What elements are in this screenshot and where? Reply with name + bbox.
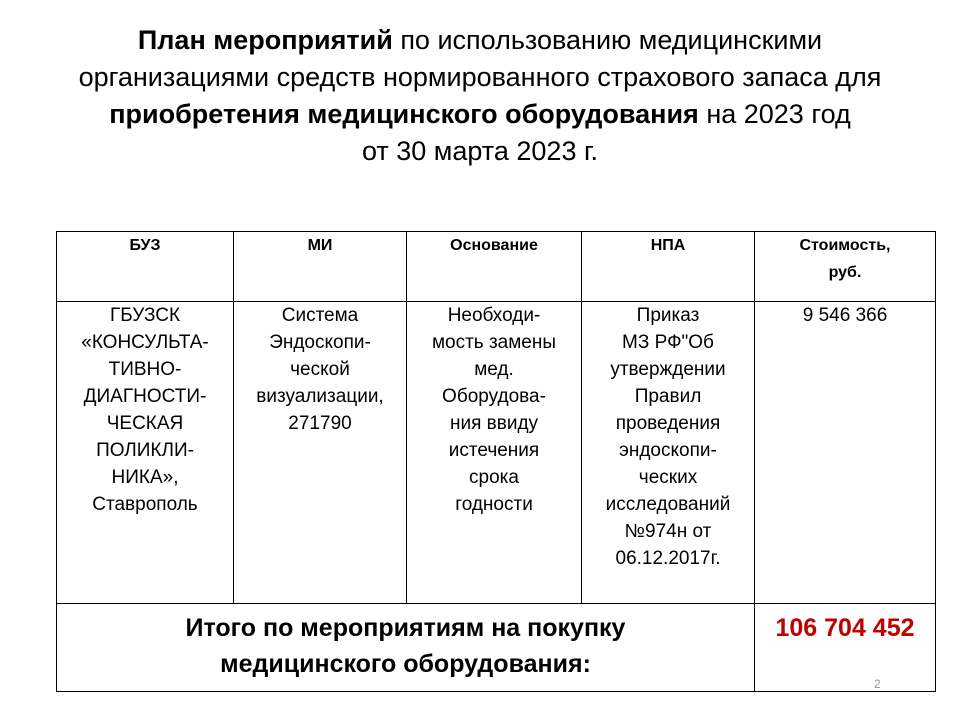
header-buz: БУЗ (57, 232, 234, 302)
cell-mi-line: 271790 (288, 413, 352, 434)
cell-npa-line: проведения (615, 413, 721, 434)
header-cost (755, 232, 936, 302)
cell-npa-line: МЗ РФ"Об (622, 332, 714, 353)
header-cost-line-2: руб. (828, 264, 862, 281)
cell-basis (407, 302, 582, 604)
cell-npa-line: №974н от (624, 521, 712, 542)
cell-mi-line: Система (281, 305, 359, 326)
cell-mi-line: Эндоскопи- (269, 332, 371, 353)
table-total-row (57, 604, 936, 692)
cell-npa-line: 06.12.2017г. (615, 548, 721, 569)
cell-buz-line: ДИАГНОСТИ- (83, 386, 207, 407)
cell-npa-line: ческих (638, 467, 698, 488)
cell-basis-line: срока (469, 467, 519, 488)
total-label (57, 604, 755, 692)
plan-table (56, 231, 936, 692)
header-mi: МИ (234, 232, 407, 302)
cell-buz-line: «КОНСУЛЬТА- (81, 332, 209, 353)
cell-cost: 9 546 366 (755, 302, 936, 604)
title-line-2: организациями средств нормированного страхового запаса для (78, 62, 882, 92)
header-npa: НПА (582, 232, 755, 302)
cell-npa-line: эндоскопи- (619, 440, 717, 461)
table-header-row (57, 232, 936, 302)
title-date: от 30 марта 2023 г. (361, 136, 599, 166)
cell-mi (234, 302, 407, 604)
cell-basis-line: мость замены (431, 332, 557, 353)
title-line-1 (40, 22, 920, 59)
title-bold-purchase: приобретения медицинского оборудования (109, 99, 699, 129)
cell-mi-line: ческой (290, 359, 350, 380)
cell-basis-line: Необходи- (447, 305, 541, 326)
cell-buz-line: ГБУЗСК (109, 305, 181, 326)
cell-buz-line: НИКА», (111, 467, 179, 488)
title-line-3-rest: на 2023 год (698, 99, 851, 129)
cell-basis-line: годности (455, 494, 533, 515)
total-label-line-2: медицинского оборудования: (220, 650, 591, 678)
cell-mi-line: визуализации, (256, 386, 384, 407)
cell-buz-line: ТИВНО- (108, 359, 182, 380)
total-label-line-1: Итого по мероприятиям на покупку (185, 614, 626, 642)
header-cost-line-1: Стоимость, (799, 237, 891, 254)
cell-npa (582, 302, 755, 604)
cell-basis-line: ния ввиду (449, 413, 539, 434)
cell-basis-line: мед. (474, 359, 514, 380)
total-value: 106 704 452 (755, 604, 936, 692)
page-number: 2 (874, 677, 881, 691)
cell-npa-line: утверждении (610, 359, 726, 380)
title-bold-plan: План мероприятий (137, 25, 393, 55)
cell-buz-line: Ставрополь (92, 494, 198, 515)
document-title (40, 22, 920, 170)
cell-buz (57, 302, 234, 604)
header-basis: Основание (407, 232, 582, 302)
title-line-3 (40, 96, 920, 133)
table-row (57, 302, 936, 604)
cell-basis-line: истечения (448, 440, 540, 461)
cell-npa-line: исследований (605, 494, 731, 515)
cell-npa-line: Приказ (636, 305, 700, 326)
cell-npa-line: Правил (634, 386, 702, 407)
title-line-1-rest: по использованию медицинскими (392, 25, 823, 55)
cell-buz-line: ЧЕСКАЯ (106, 413, 184, 434)
cell-basis-line: Оборудова- (442, 386, 546, 407)
cell-buz-line: ПОЛИКЛИ- (96, 440, 194, 461)
